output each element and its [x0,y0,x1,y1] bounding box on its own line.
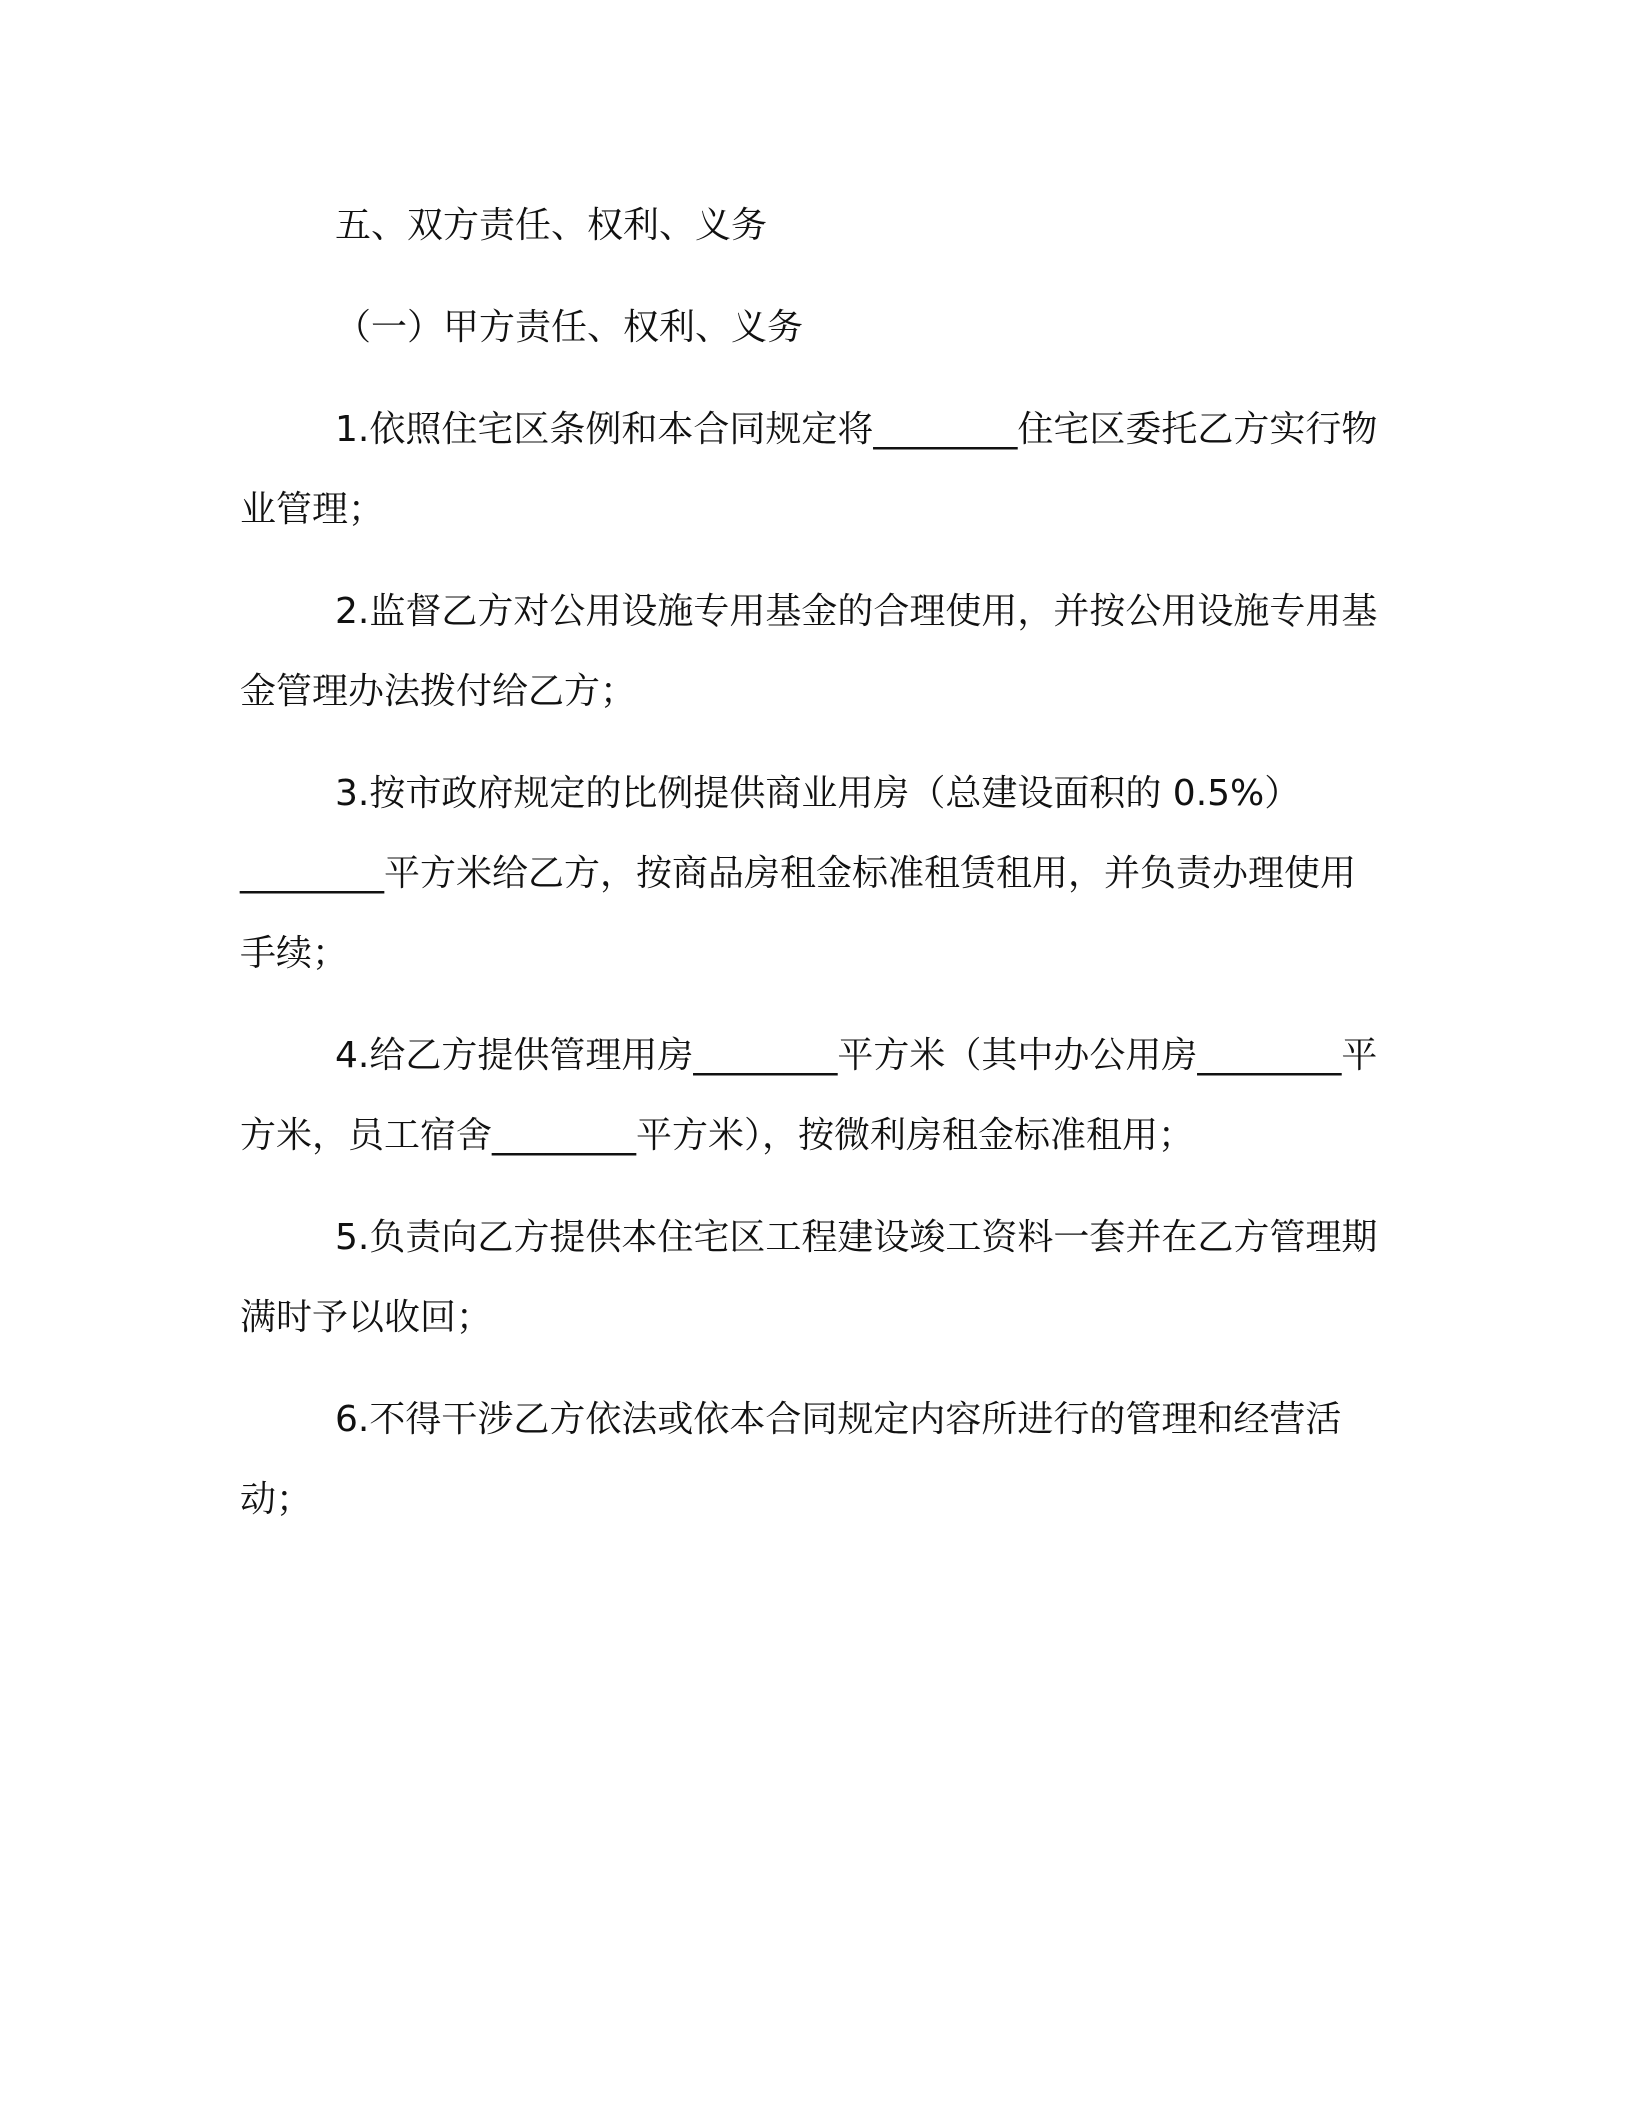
clause-4: 4.给乙方提供管理用房________平方米（其中办公用房________平方米，员工宿舍________平方米），按微利房租金标准租用； [240,1035,1378,1156]
clause-6: 6.不得干涉乙方依法或依本合同规定内容所进行的管理和经营活动； [240,1399,1342,1520]
subsection-title: （一）甲方责任、权利、义务 [335,307,804,348]
document-body [240,186,1380,1540]
section-title: 五、双方责任、权利、义务 [335,205,768,246]
clause-3: 3.按市政府规定的比例提供商业用房（总建设面积的 0.5%）________平方米给乙方，按商品房租金标准租赁租用，并负责办理使用手续； [240,773,1357,974]
clause-5: 5.负责向乙方提供本住宅区工程建设竣工资料一套并在乙方管理期满时予以收回； [240,1217,1378,1338]
clause-2: 2.监督乙方对公用设施专用基金的合理使用，并按公用设施专用基金管理办法拨付给乙方； [240,591,1378,712]
clause-1: 1.依照住宅区条例和本合同规定将________住宅区委托乙方实行物业管理； [240,409,1378,530]
